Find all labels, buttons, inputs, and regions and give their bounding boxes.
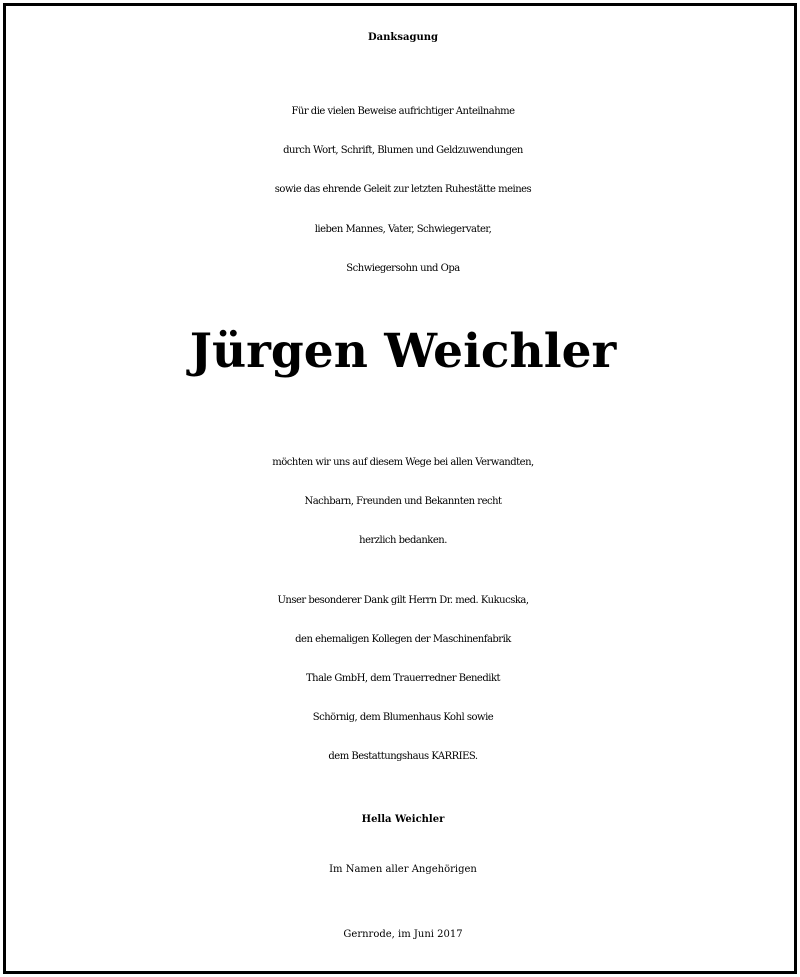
intro-line: Für die vielen Beweise aufrichtiger Anteilnahme [291, 106, 515, 117]
intro-line: lieben Mannes, Vater, Schwiegervater, [314, 224, 492, 235]
thanks-line: Nachbarn, Freunden und Bekannten recht [304, 496, 502, 507]
thanks-line: herzlich bedanken. [359, 535, 447, 546]
special-thanks-line: dem Bestattungshaus KARRIES. [328, 751, 478, 762]
special-thanks-line: Schörnig, dem Blumenhaus Kohl sowie [312, 712, 494, 723]
notice-heading: Danksagung [368, 32, 438, 43]
notice-frame [3, 3, 797, 974]
intro-line: Schwiegersohn und Opa [346, 263, 460, 274]
special-thanks-line: Thale GmbH, dem Trauerredner Benedikt [305, 673, 501, 684]
signer-note: Im Namen aller Angehörigen [329, 864, 477, 875]
intro-line: sowie das ehrende Geleit zur letzten Ruhestätte meines [274, 184, 532, 195]
place-date: Gernrode, im Juni 2017 [343, 929, 463, 940]
obituary-thanks-notice [6, 6, 800, 977]
intro-line: durch Wort, Schrift, Blumen und Geldzuwendungen [283, 145, 523, 156]
special-thanks-line: den ehemaligen Kollegen der Maschinenfabrik [295, 634, 511, 645]
thanks-line: möchten wir uns auf diesem Wege bei allen Verwandten, [272, 457, 534, 468]
signer-name: Hella Weichler [361, 814, 445, 825]
special-thanks-line: Unser besonderer Dank gilt Herrn Dr. med. Kukucska, [277, 595, 529, 606]
deceased-name: Jürgen Weichler [189, 324, 617, 379]
